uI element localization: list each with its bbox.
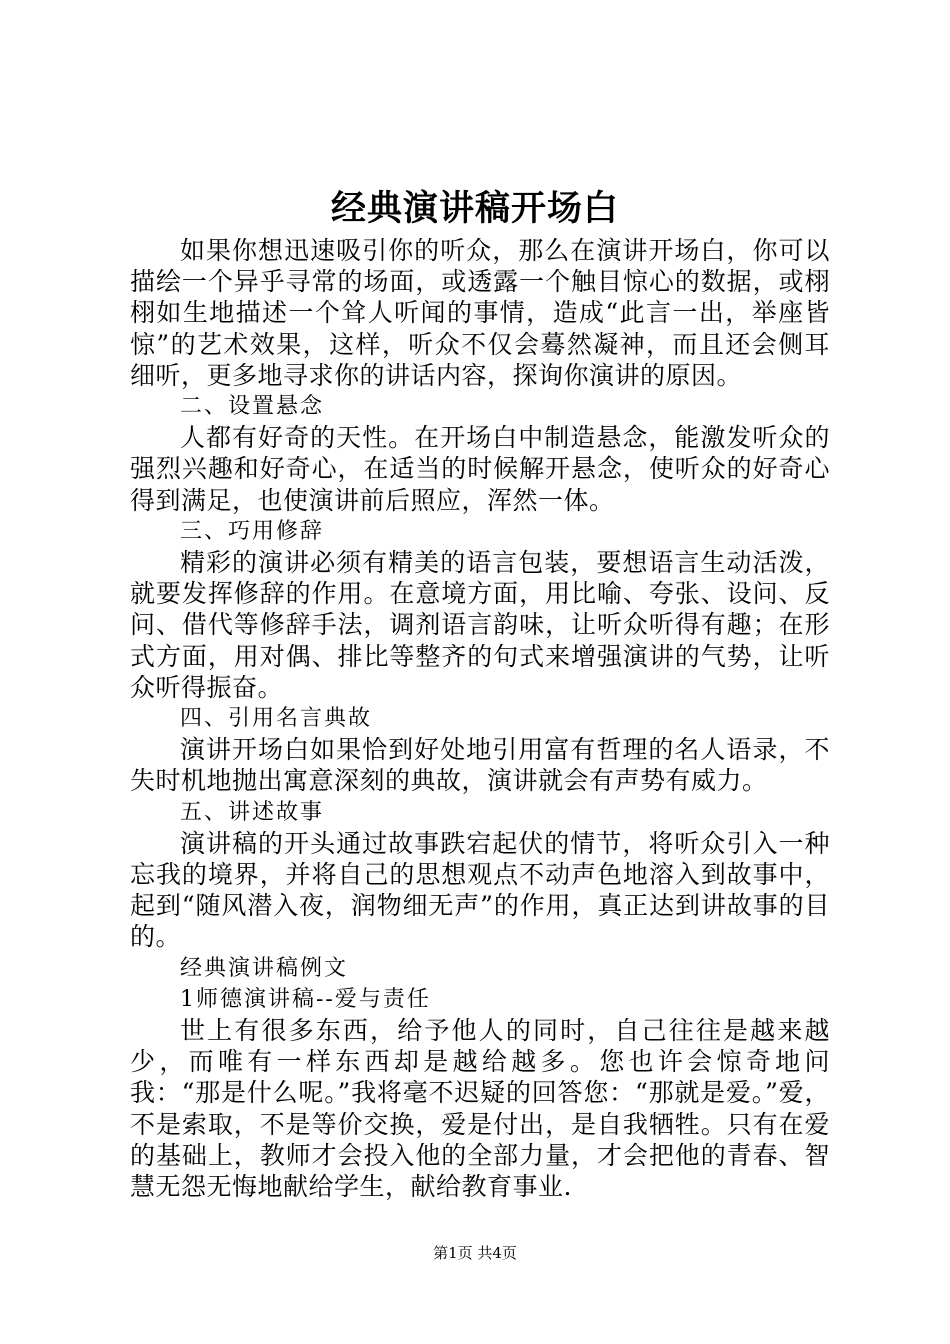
section-heading-story: 五、讲述故事 xyxy=(180,799,325,825)
intro-paragraph: 如果你想迅速吸引你的听众，那么在演讲开场白，你可以描绘一个异乎寻常的场面，或透露一个触目惊心的数据，或栩栩如生地描述一个耸人听闻的事情，造成“此言一出，举座皆惊”的艺术效果，这样，听众不仅会蓦然凝神，而且还会侧耳细听，更多地寻求你的讲话内容，探询你演讲的原因。 xyxy=(130,236,830,390)
document-title: 经典演讲稿开场白 xyxy=(330,188,619,229)
quotes-paragraph: 演讲开场白如果恰到好处地引用富有哲理的名人语录，不失时机地抛出寓意深刻的典故，演讲就会有声势有威力。 xyxy=(130,735,830,796)
page-number-footer: 第1页 共4页 xyxy=(433,1244,517,1262)
section-heading-suspense: 二、设置悬念 xyxy=(180,394,325,420)
example-title: 1师德演讲稿--爱与责任 xyxy=(180,986,431,1012)
story-paragraph: 演讲稿的开头通过故事跌宕起伏的情节，将听众引入一种忘我的境界，并将自己的思想观点不动声色地溶入到故事中，起到“随风潜入夜，润物细无声”的作用，真正达到讲故事的目的。 xyxy=(130,828,830,952)
examples-heading: 经典演讲稿例文 xyxy=(180,955,349,981)
document-body xyxy=(130,235,830,1202)
rhetoric-paragraph: 精彩的演讲必须有精美的语言包装，要想语言生动活泼，就要发挥修辞的作用。在意境方面，用比喻、夸张、设问、反问、借代等修辞手法，调剂语言韵味，让听众听得有趣；在形式方面，用对偶、排比等整齐的句式来增强演讲的气势，让听众听得振奋。 xyxy=(130,548,830,702)
suspense-paragraph: 人都有好奇的天性。在开场白中制造悬念，能激发听众的强烈兴趣和好奇心，在适当的时候解开悬念，使听众的好奇心得到满足，也使演讲前后照应，浑然一体。 xyxy=(130,423,830,515)
example-paragraph: 世上有很多东西，给予他人的同时，自己往往是越来越少，而唯有一样东西却是越给越多。您也许会惊奇地问我：“那是什么呢。”我将毫不迟疑的回答您：“那就是爱。”爱，不是索取，不是等价交换，爱是付出，是自我牺牲。只有在爱的基础上，教师才会投入他的全部力量，才会把他的青春、智慧无怨无悔地献给学生，献给教育事业. xyxy=(130,1016,830,1202)
section-heading-quotes: 四、引用名言典故 xyxy=(180,706,373,732)
section-heading-rhetoric: 三、巧用修辞 xyxy=(180,518,325,544)
